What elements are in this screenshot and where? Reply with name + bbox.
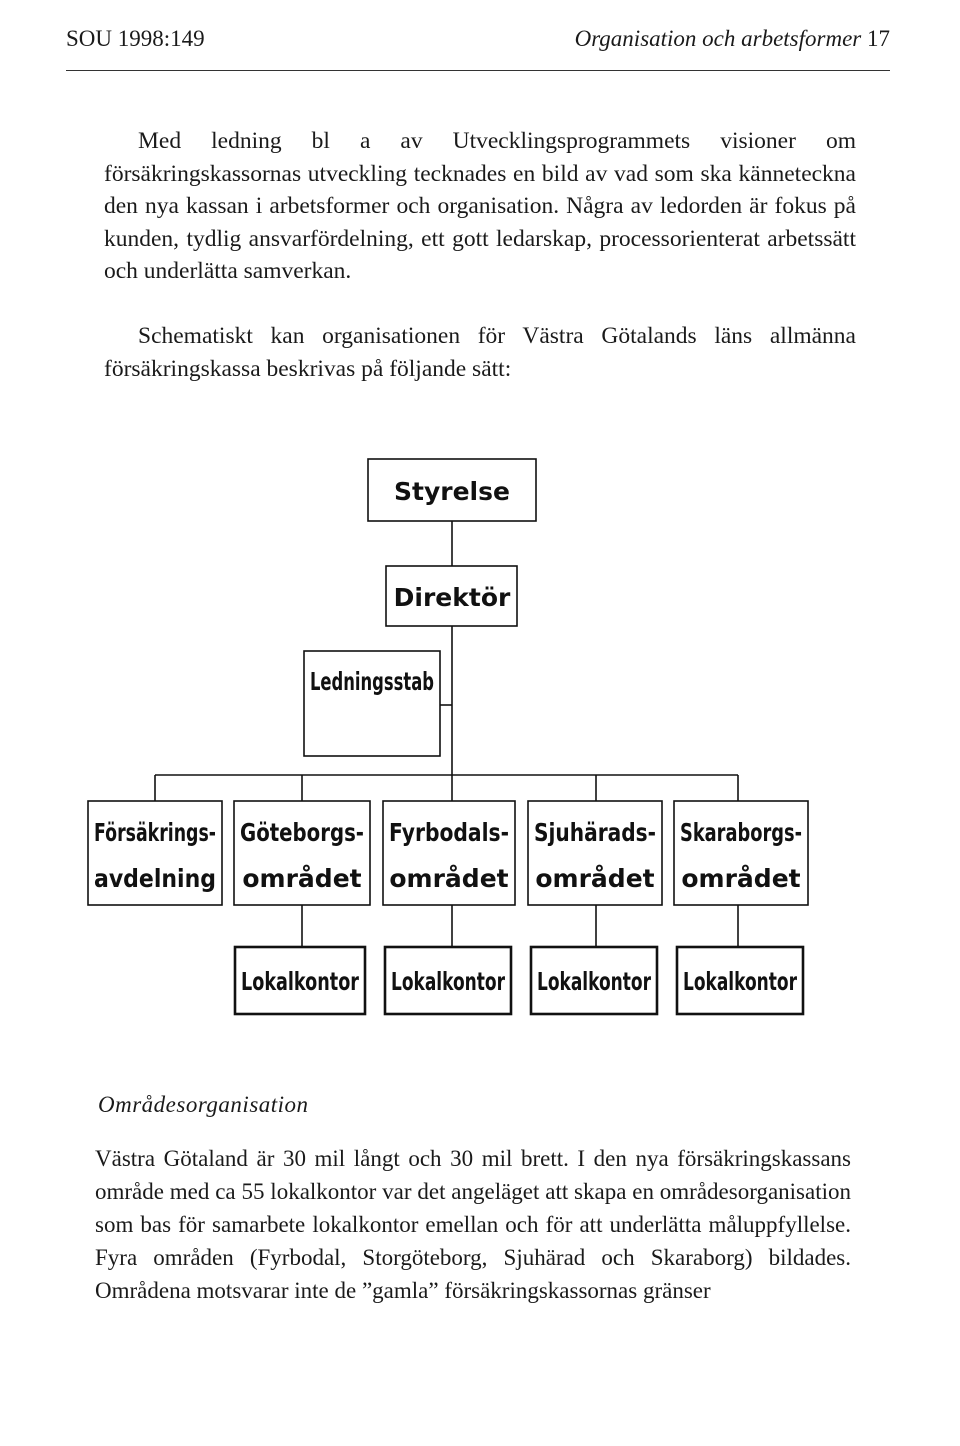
local-office-label: Lokalkontor	[537, 967, 652, 996]
local-office-label: Lokalkontor	[391, 967, 506, 996]
unit-label: Försäkrings-	[94, 818, 216, 847]
page-number: 17	[867, 26, 890, 51]
section-paragraph: Västra Götaland är 30 mil långt och 30 mil brett. I den nya försäkringskassans område med ca 55 lokalkontor var det angeläget att skapa en områdesorganisation som bas för samarbete lokalkontor emellan och för att underlätta måluppfyllelse. Fyra områden (Fyrbodal, Storgöteborg, Sjuhärad och Skaraborg) bildades. Områdena motsvarar inte de ”gamla” försäkringskassornas gränser	[95, 1146, 851, 1303]
local-office-label: Lokalkontor	[683, 967, 798, 996]
intro-paragraph: Med ledning bl a av Utvecklingsprogrammets visioner om försäkringskassornas utveckling tecknades en bild av vad som ska känneteckna den nya kassan i arbetsformer och organisation. Några av ledorden är fokus på kunden, tydlig ansvarfördelning, ett gott ledarskap, processorienterat arbetssätt och underlätta samverkan.	[104, 128, 856, 285]
section-heading: Områdesorganisation	[98, 1092, 309, 1117]
unit-label: Sjuhärads-	[534, 818, 656, 847]
director-label: Direktör	[393, 583, 511, 612]
unit-label: avdelning	[94, 864, 216, 893]
running-header-left: SOU 1998:149	[66, 26, 205, 51]
unit-label: området	[681, 864, 801, 893]
unit-label: Skaraborgs-	[680, 818, 802, 847]
unit-label: Göteborgs-	[240, 818, 364, 847]
staff-label: Ledningsstab	[310, 667, 434, 696]
board-label: Styrelse	[394, 477, 510, 506]
unit-label: området	[242, 864, 362, 893]
chapter-title: Organisation och arbetsformer	[574, 26, 862, 51]
schematic-paragraph: Schematiskt kan organisationen för Västra Götalands läns allmänna försäkringskassa beskrivas på följande sätt:	[104, 323, 856, 382]
unit-label: Fyrbodals-	[389, 818, 509, 847]
unit-label: området	[389, 864, 509, 893]
local-office-label: Lokalkontor	[241, 967, 360, 996]
unit-label: området	[535, 864, 655, 893]
